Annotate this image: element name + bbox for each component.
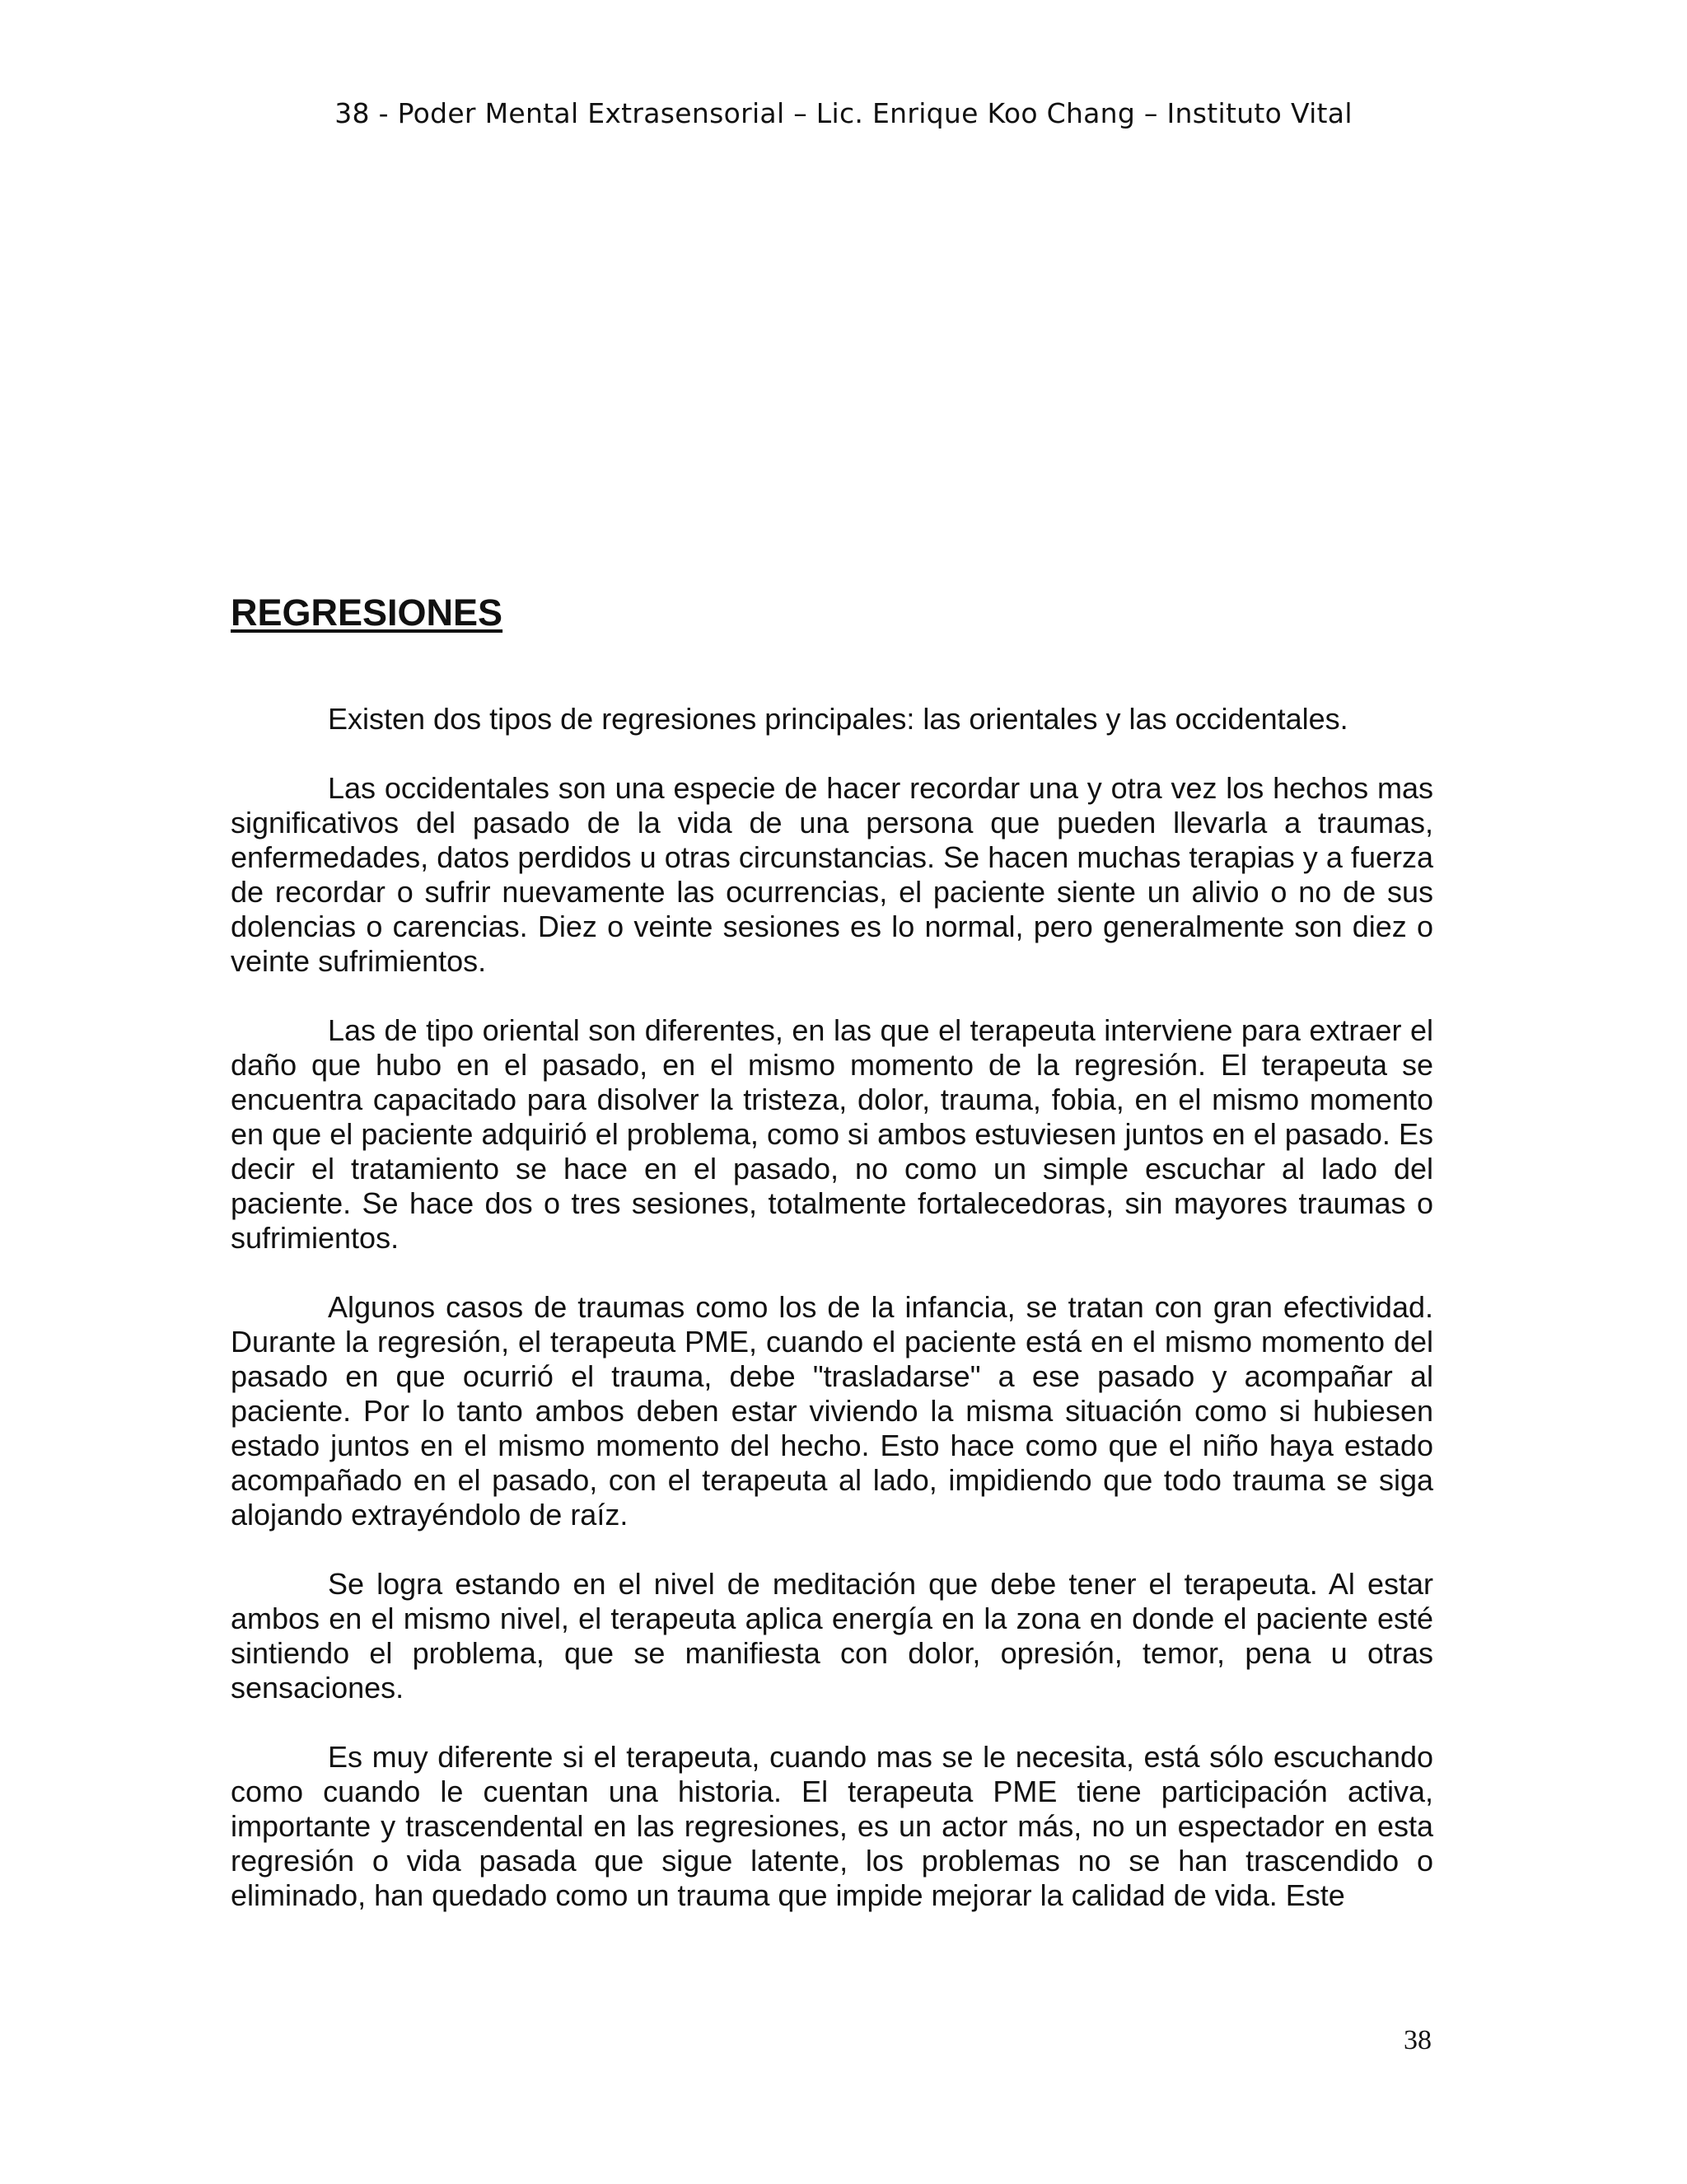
body-paragraph: Existen dos tipos de regresiones principales: las orientales y las occidentales. (328, 702, 1348, 736)
page-content (231, 592, 1433, 1948)
running-header: 38 - Poder Mental Extrasensorial – Lic. Enrique Koo Chang – Instituto Vital (334, 97, 1353, 129)
body-paragraph: Se logra estando en el nivel de meditación que debe tener el terapeuta. Al estar ambos en el mismo nivel, el terapeuta aplica energía en la zona en donde el paciente esté sintiendo el problema, que se manifiesta con dolor, opresión, temor, pena u otras sensaciones. (231, 1567, 1433, 1705)
body-paragraph: Las de tipo oriental son diferentes, en las que el terapeuta interviene para extraer el daño que hubo en el pasado, en el mismo momento de la regresión. El terapeuta se encuentra capacitado para disolver la tristeza, dolor, trauma, fobia, en el mismo momento en que el paciente adquirió el problema, como si ambos estuviesen juntos en el pasado. Es decir el tratamiento se hace en el pasado, no como un simple escuchar al lado del paciente. Se hace dos o tres sesiones, totalmente fortalecedoras, sin mayores traumas o sufrimientos. (231, 1013, 1433, 1255)
body-paragraph: Es muy diferente si el terapeuta, cuando mas se le necesita, está sólo escuchando como cuando le cuentan una historia. El terapeuta PME tiene participación activa, importante y trascendental en las regresiones, es un actor más, no un espectador en esta regresión o vida pasada que sigue latente, los problemas no se han trascendido o eliminado, han quedado como un trauma que impide mejorar la calidad de vida. Este (231, 1740, 1433, 1912)
body-paragraph: Las occidentales son una especie de hacer recordar una y otra vez los hechos mas significativos del pasado de la vida de una persona que pueden llevarla a traumas, enfermedades, datos perdidos u otras circunstancias. Se hacen muchas terapias y a fuerza de recordar o sufrir nuevamente las ocurrencias, el paciente siente un alivio o no de sus dolencias o carencias. Diez o veinte sesiones es lo normal, pero generalmente son diez o veinte sufrimientos. (231, 771, 1433, 978)
body-paragraph: Algunos casos de traumas como los de la infancia, se tratan con gran efectividad. Durante la regresión, el terapeuta PME, cuando el paciente está en el mismo momento del pasado en que ocurrió el trauma, debe "trasladarse" a ese pasado y acompañar al paciente. Por lo tanto ambos deben estar viviendo la misma situación como si hubiesen estado juntos en el mismo momento del hecho. Esto hace como que el niño haya estado acompañado en el pasado, con el terapeuta al lado, impidiendo que todo trauma se siga alojando extrayéndolo de raíz. (231, 1290, 1433, 1532)
section-title: REGRESIONES (231, 592, 503, 634)
page-number: 38 (1404, 2025, 1432, 2055)
